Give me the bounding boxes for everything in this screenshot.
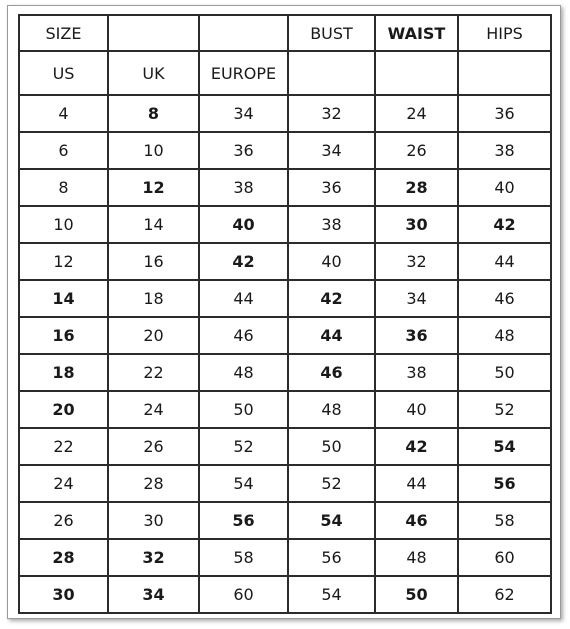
table-cell-waist: 26 bbox=[375, 132, 458, 169]
table-cell-hips: 50 bbox=[458, 354, 551, 391]
table-cell-waist: 28 bbox=[375, 169, 458, 206]
table-cell-europe: 36 bbox=[199, 132, 288, 169]
table-cell-uk: 32 bbox=[108, 539, 199, 576]
table-cell-bust: 38 bbox=[288, 206, 375, 243]
table-cell-europe: 40 bbox=[199, 206, 288, 243]
table-row bbox=[19, 132, 551, 169]
table-cell-bust: 34 bbox=[288, 132, 375, 169]
table-cell-europe: 42 bbox=[199, 243, 288, 280]
table-cell-europe: 58 bbox=[199, 539, 288, 576]
table-row bbox=[19, 354, 551, 391]
table-row bbox=[19, 576, 551, 613]
table-cell-bust: 52 bbox=[288, 465, 375, 502]
table-cell-hips: 42 bbox=[458, 206, 551, 243]
table-row bbox=[19, 243, 551, 280]
table-cell-us: 16 bbox=[19, 317, 108, 354]
table-cell-hips: 52 bbox=[458, 391, 551, 428]
size-chart-table bbox=[18, 14, 552, 614]
table-cell-us: 14 bbox=[19, 280, 108, 317]
table-cell-us: 10 bbox=[19, 206, 108, 243]
table-cell-hips: 48 bbox=[458, 317, 551, 354]
table-cell-bust: 40 bbox=[288, 243, 375, 280]
table-cell-europe: 46 bbox=[199, 317, 288, 354]
table-cell-hips: 40 bbox=[458, 169, 551, 206]
header-cell-us: US bbox=[19, 51, 108, 95]
table-cell-waist: 42 bbox=[375, 428, 458, 465]
table-cell-uk: 10 bbox=[108, 132, 199, 169]
table-cell-europe: 56 bbox=[199, 502, 288, 539]
table-cell-us: 26 bbox=[19, 502, 108, 539]
table-cell-waist: 40 bbox=[375, 391, 458, 428]
table-cell-us: 28 bbox=[19, 539, 108, 576]
table-cell-waist: 48 bbox=[375, 539, 458, 576]
table-cell-europe: 60 bbox=[199, 576, 288, 613]
table-cell-bust: 36 bbox=[288, 169, 375, 206]
table-cell-hips: 60 bbox=[458, 539, 551, 576]
table-cell-uk: 12 bbox=[108, 169, 199, 206]
header-cell-uk: UK bbox=[108, 51, 199, 95]
table-cell-bust: 54 bbox=[288, 502, 375, 539]
table-cell-uk: 28 bbox=[108, 465, 199, 502]
table-cell-europe: 34 bbox=[199, 95, 288, 132]
table-row bbox=[19, 169, 551, 206]
table-row bbox=[19, 428, 551, 465]
table-cell-us: 20 bbox=[19, 391, 108, 428]
table-cell-bust: 56 bbox=[288, 539, 375, 576]
table-cell-us: 8 bbox=[19, 169, 108, 206]
header-cell-blank bbox=[288, 51, 375, 95]
table-cell-waist: 24 bbox=[375, 95, 458, 132]
table-cell-us: 22 bbox=[19, 428, 108, 465]
size-chart-frame bbox=[7, 5, 561, 619]
table-cell-europe: 54 bbox=[199, 465, 288, 502]
table-cell-us: 30 bbox=[19, 576, 108, 613]
table-cell-uk: 22 bbox=[108, 354, 199, 391]
table-cell-us: 24 bbox=[19, 465, 108, 502]
table-cell-bust: 42 bbox=[288, 280, 375, 317]
table-cell-hips: 46 bbox=[458, 280, 551, 317]
table-cell-europe: 52 bbox=[199, 428, 288, 465]
table-row bbox=[19, 206, 551, 243]
table-cell-waist: 46 bbox=[375, 502, 458, 539]
table-cell-hips: 62 bbox=[458, 576, 551, 613]
subheader-row bbox=[19, 51, 551, 95]
table-cell-us: 4 bbox=[19, 95, 108, 132]
table-cell-uk: 8 bbox=[108, 95, 199, 132]
table-cell-hips: 44 bbox=[458, 243, 551, 280]
table-cell-hips: 38 bbox=[458, 132, 551, 169]
table-cell-hips: 56 bbox=[458, 465, 551, 502]
table-cell-uk: 30 bbox=[108, 502, 199, 539]
header-row bbox=[19, 15, 551, 51]
table-cell-hips: 36 bbox=[458, 95, 551, 132]
table-cell-bust: 48 bbox=[288, 391, 375, 428]
table-cell-bust: 50 bbox=[288, 428, 375, 465]
table-cell-europe: 50 bbox=[199, 391, 288, 428]
table-cell-hips: 54 bbox=[458, 428, 551, 465]
table-cell-bust: 44 bbox=[288, 317, 375, 354]
table-cell-waist: 36 bbox=[375, 317, 458, 354]
table-row bbox=[19, 317, 551, 354]
table-cell-hips: 58 bbox=[458, 502, 551, 539]
table-cell-uk: 26 bbox=[108, 428, 199, 465]
header-cell-blank bbox=[375, 51, 458, 95]
table-cell-bust: 32 bbox=[288, 95, 375, 132]
table-cell-bust: 54 bbox=[288, 576, 375, 613]
table-cell-waist: 50 bbox=[375, 576, 458, 613]
table-cell-waist: 44 bbox=[375, 465, 458, 502]
table-cell-waist: 32 bbox=[375, 243, 458, 280]
table-cell-europe: 48 bbox=[199, 354, 288, 391]
header-cell-size: SIZE bbox=[19, 15, 108, 51]
table-row bbox=[19, 465, 551, 502]
table-cell-waist: 38 bbox=[375, 354, 458, 391]
table-row bbox=[19, 280, 551, 317]
table-cell-uk: 16 bbox=[108, 243, 199, 280]
table-row bbox=[19, 391, 551, 428]
header-cell-bust: BUST bbox=[288, 15, 375, 51]
table-cell-europe: 38 bbox=[199, 169, 288, 206]
table-row bbox=[19, 539, 551, 576]
table-cell-bust: 46 bbox=[288, 354, 375, 391]
table-cell-uk: 20 bbox=[108, 317, 199, 354]
table-cell-waist: 34 bbox=[375, 280, 458, 317]
table-cell-europe: 44 bbox=[199, 280, 288, 317]
header-cell-hips: HIPS bbox=[458, 15, 551, 51]
table-cell-uk: 18 bbox=[108, 280, 199, 317]
table-cell-uk: 14 bbox=[108, 206, 199, 243]
table-cell-us: 12 bbox=[19, 243, 108, 280]
header-cell-blank bbox=[458, 51, 551, 95]
header-cell-europe: EUROPE bbox=[199, 51, 288, 95]
header-cell-blank bbox=[199, 15, 288, 51]
table-row bbox=[19, 502, 551, 539]
header-cell-blank bbox=[108, 15, 199, 51]
table-cell-waist: 30 bbox=[375, 206, 458, 243]
table-row bbox=[19, 95, 551, 132]
header-cell-waist: WAIST bbox=[375, 15, 458, 51]
table-cell-uk: 34 bbox=[108, 576, 199, 613]
table-cell-us: 18 bbox=[19, 354, 108, 391]
table-cell-uk: 24 bbox=[108, 391, 199, 428]
table-cell-us: 6 bbox=[19, 132, 108, 169]
